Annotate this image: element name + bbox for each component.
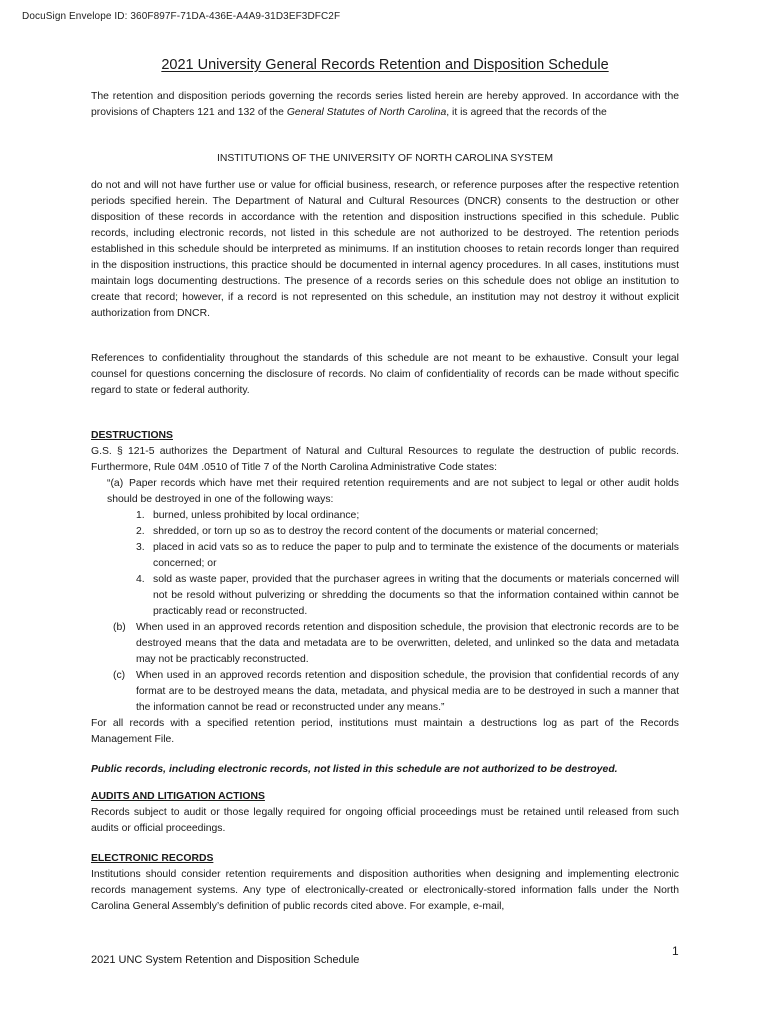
rule-item-c-text: When used in an approved records retention and disposition schedule, the provision that confidential records of any format are to be destroyed means the data, metadata, and physical media are to be destroyed in such a manner that the information cannot be read or reconstructed under any means.” — [136, 670, 679, 713]
destructions-heading: DESTRUCTIONS — [91, 430, 173, 441]
confidentiality-paragraph — [91, 351, 679, 399]
rule-item-a — [107, 476, 679, 508]
destruction-notice-text: Public records, including electronic records, not listed in this schedule are not authorized to be destroyed. — [91, 764, 618, 775]
rule-item-b — [91, 620, 679, 668]
electronic-records-heading: ELECTRONIC RECORDS — [91, 853, 214, 864]
confidentiality-text: References to confidentiality throughout the standards of this schedule are not meant to be exhaustive. Consult your legal counsel for questions concerning the disclosure of records. No claim of confidentiality of records can be made without specific regard to state or federal authority. — [91, 353, 679, 396]
destruction-notice — [91, 762, 679, 778]
intro-text-1: The retention and disposition periods governing the records series listed herein are hereby approved. In accordance with the provisions of Chapters 121 and 132 of the — [91, 91, 679, 118]
audits-text: Records subject to audit or those legally required for ongoing official proceedings must be retained until released from such audits or official proceedings. — [91, 807, 679, 834]
institutions-text: INSTITUTIONS OF THE UNIVERSITY OF NORTH CAROLINA SYSTEM — [216, 153, 553, 164]
consent-text: do not and will not have further use or value for official business, research, or reference purposes after the respective retention periods specified herein. The Department of Natural and Cultural Resources (DNCR) consents to the destruction or other disposition of these records in accordance with the retention and disposition instructions specified in this schedule. Public records, including electronic records, not listed in this schedule are not authorized to be destroyed. The retention periods established in this schedule should be interpreted as minimums. If an institution chooses to retain records longer than required in the disposition instructions, this practice should be documented in internal agency procedures. In all cases, institutions must maintain logs documenting destructions. The presence of a records series on this schedule does not oblige an institution to create that record; however, if a record is not represented on this schedule, an institution may not destroy it without explicit authorization from DNCR. — [91, 180, 679, 319]
electronic-records-section — [91, 851, 679, 915]
rule-item-c-label: (c) — [113, 670, 126, 681]
destructions-intro: G.S. § 121-5 authorizes the Department of Natural and Cultural Resources to regulate the destruction of public records. Furthermore, Rule 04M .0510 of Title 7 of the North Carolina Administrative Code states: — [91, 446, 679, 473]
destructions-closing: For all records with a specified retention period, institutions must maintain a destructions log as part of the Records Management File. — [91, 718, 679, 745]
audits-heading: AUDITS AND LITIGATION ACTIONS — [91, 791, 265, 802]
electronic-records-text: Institutions should consider retention requirements and disposition authorities when designing and implementing electronic records management systems. Any type of electronically-created or electronically-stored information falls under the North Carolina General Assembly’s definition of public records cited above. For example, e-mail, — [91, 869, 679, 912]
rule-item-c — [91, 668, 679, 716]
rule-item-b-text: When used in an approved records retention and disposition schedule, the provision that electronic records are to be destroyed means that the data and metadata are to be overwritten, deleted, and unlinked so the data and metadata may not be practicably reconstructed. — [136, 622, 679, 665]
rule-item-a-text: Paper records which have met their required retention requirements and are not subject to legal or other audit holds should be destroyed in one of the following ways: — [107, 478, 679, 505]
docusign-envelope-id: DocuSign Envelope ID: 360F897F-71DA-436E-A4A9-31D3EF3DFC2F — [22, 11, 341, 22]
intro-paragraph — [91, 89, 679, 121]
audits-section — [91, 789, 679, 837]
institutions-line — [91, 151, 679, 167]
list-item: 1. burned, unless prohibited by local ordinance; — [136, 510, 360, 521]
rule-item-a-label: “(a) — [107, 478, 124, 489]
list-item: 3. placed in acid vats so as to reduce the paper to pulp and to terminate the existence of the documents or materials concerned; or — [136, 542, 679, 569]
statute-name: General Statutes of North Carolina — [286, 107, 447, 118]
page-number: 1 — [672, 944, 679, 958]
destructions-section — [91, 428, 679, 748]
page-title: 2021 University General Records Retention and Disposition Schedule — [161, 57, 609, 73]
footer-text: 2021 UNC System Retention and Disposition Schedule — [91, 954, 360, 966]
consent-paragraph — [91, 178, 679, 322]
rule-item-b-label: (b) — [113, 622, 126, 633]
destruction-methods-list — [91, 508, 679, 620]
list-item: 2. shredded, or torn up so as to destroy the record content of the documents or material concerned; — [136, 526, 599, 537]
intro-text-2: , it is agreed that the records of the — [446, 107, 607, 118]
list-item: 4. sold as waste paper, provided that the purchaser agrees in writing that the documents or materials concerned will not be resold without pulverizing or shredding the documents so that the information contained within cannot be practicably read or reconstructed. — [136, 574, 679, 617]
